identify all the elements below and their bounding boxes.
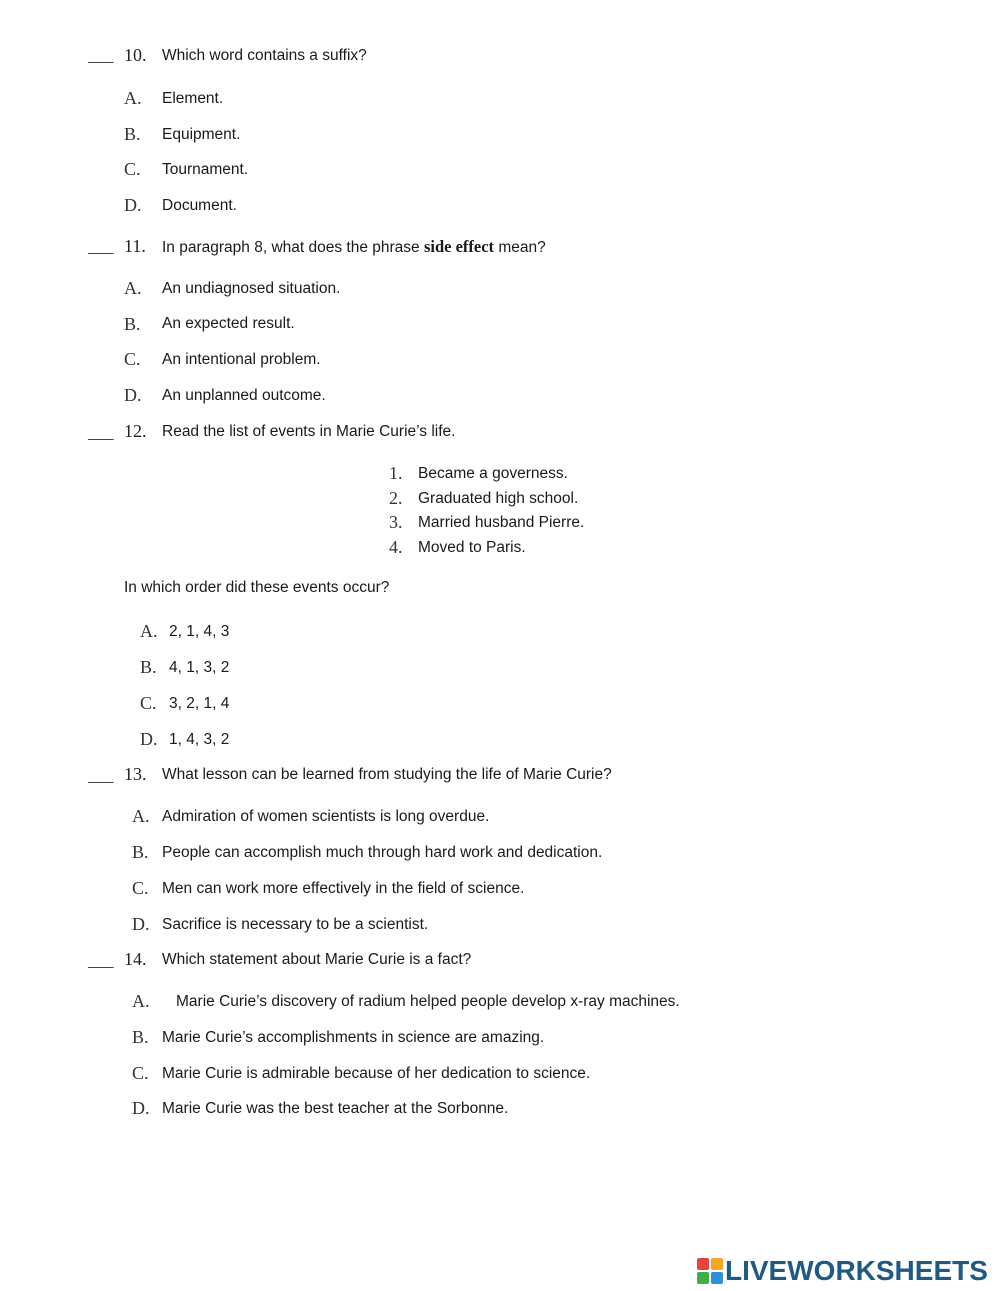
- question-number: 10.: [124, 45, 147, 65]
- option-letter[interactable]: C.: [124, 159, 141, 179]
- option-text[interactable]: 2, 1, 4, 3: [169, 623, 230, 640]
- event-number: 4.: [389, 537, 403, 557]
- option-text[interactable]: Marie Curie is admirable because of her dedication to science.: [162, 1065, 591, 1082]
- event-number: 2.: [389, 488, 403, 508]
- option-text[interactable]: An undiagnosed situation.: [162, 280, 341, 297]
- question-text: Read the list of events in Marie Curie’s life.: [162, 423, 456, 440]
- option-letter[interactable]: C.: [140, 693, 157, 713]
- option-letter[interactable]: D.: [132, 914, 150, 934]
- answer-blank[interactable]: ___: [88, 237, 114, 256]
- option-text[interactable]: People can accomplish much through hard work and dedication.: [162, 844, 603, 861]
- option-text[interactable]: Men can work more effectively in the field of science.: [162, 880, 525, 897]
- event-number: 3.: [389, 512, 403, 532]
- question-text-before: In paragraph 8, what does the phrase: [162, 239, 424, 256]
- logo-tile: [697, 1272, 709, 1284]
- option-letter[interactable]: A.: [132, 991, 150, 1011]
- question-text: What lesson can be learned from studying the life of Marie Curie?: [162, 766, 612, 783]
- option-letter[interactable]: C.: [132, 1063, 149, 1083]
- option-text[interactable]: 4, 1, 3, 2: [169, 659, 230, 676]
- question-number: 11.: [124, 236, 146, 256]
- option-letter[interactable]: B.: [124, 124, 141, 144]
- answer-blank[interactable]: ___: [88, 766, 114, 785]
- question-text: Which statement about Marie Curie is a fact?: [162, 951, 472, 968]
- question-prompt: In which order did these events occur?: [124, 579, 390, 596]
- logo-text: LIVEWORKSHEETS: [725, 1255, 988, 1286]
- event-text: Became a governess.: [418, 465, 568, 482]
- option-text[interactable]: 3, 2, 1, 4: [169, 695, 230, 712]
- option-letter[interactable]: C.: [124, 349, 141, 369]
- option-letter[interactable]: B.: [132, 1027, 149, 1047]
- option-letter[interactable]: A.: [124, 88, 142, 108]
- highlighted-phrase: side effect: [423, 237, 495, 256]
- option-letter[interactable]: D.: [124, 385, 142, 405]
- option-text[interactable]: Marie Curie was the best teacher at the Sorbonne.: [162, 1100, 509, 1117]
- question-text-after: mean?: [494, 239, 546, 256]
- answer-blank[interactable]: ___: [88, 46, 114, 65]
- question-number: 14.: [124, 949, 147, 969]
- option-text[interactable]: Sacrifice is necessary to be a scientist.: [162, 916, 429, 933]
- logo-tile: [697, 1258, 709, 1270]
- option-letter[interactable]: C.: [132, 878, 149, 898]
- question-text: Which word contains a suffix?: [162, 47, 367, 64]
- option-letter[interactable]: B.: [132, 842, 149, 862]
- event-text: Married husband Pierre.: [418, 514, 585, 531]
- liveworksheets-logo: [697, 1255, 988, 1287]
- option-text[interactable]: An expected result.: [162, 315, 295, 332]
- question-number: 13.: [124, 764, 147, 784]
- option-letter[interactable]: D.: [140, 729, 158, 749]
- option-text[interactable]: An unplanned outcome.: [162, 387, 326, 404]
- question-text: [162, 237, 546, 257]
- option-text[interactable]: Marie Curie’s accomplishments in science are amazing.: [162, 1029, 545, 1046]
- option-letter[interactable]: A.: [132, 806, 150, 826]
- answer-blank[interactable]: ___: [88, 951, 114, 970]
- option-text[interactable]: Element.: [162, 90, 224, 107]
- option-text[interactable]: Equipment.: [162, 126, 241, 143]
- option-letter[interactable]: B.: [124, 314, 141, 334]
- option-text[interactable]: Tournament.: [162, 161, 249, 178]
- option-text[interactable]: Marie Curie’s discovery of radium helped people develop x-ray machines.: [176, 993, 680, 1010]
- logo-tiles-icon: [697, 1258, 723, 1284]
- option-text[interactable]: 1, 4, 3, 2: [169, 731, 230, 748]
- answer-blank[interactable]: ___: [88, 423, 114, 442]
- event-text: Moved to Paris.: [418, 539, 526, 556]
- option-text[interactable]: An intentional problem.: [162, 351, 321, 368]
- event-text: Graduated high school.: [418, 490, 579, 507]
- option-letter[interactable]: D.: [124, 195, 142, 215]
- option-letter[interactable]: A.: [140, 621, 158, 641]
- option-letter[interactable]: A.: [124, 278, 142, 298]
- option-letter[interactable]: D.: [132, 1098, 150, 1118]
- option-letter[interactable]: B.: [140, 657, 157, 677]
- event-number: 1.: [389, 463, 403, 483]
- logo-tile: [711, 1258, 723, 1270]
- option-text[interactable]: Document.: [162, 197, 237, 214]
- option-text[interactable]: Admiration of women scientists is long overdue.: [162, 808, 490, 825]
- logo-tile: [711, 1272, 723, 1284]
- question-number: 12.: [124, 421, 147, 441]
